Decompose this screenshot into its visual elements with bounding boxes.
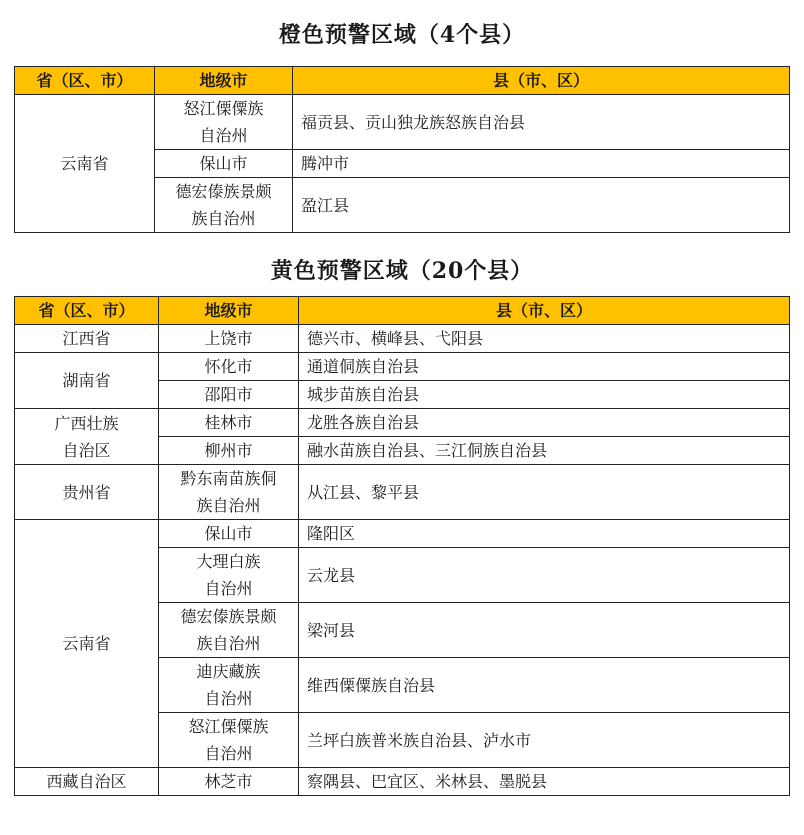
city-cell-line: 保山市	[204, 524, 253, 543]
province-cell	[15, 768, 159, 796]
city-cell	[155, 178, 293, 233]
county-cell: 盈江县	[293, 178, 790, 233]
province-cell	[15, 353, 159, 409]
city-cell-line: 怒江傈僳族	[183, 99, 264, 118]
table-row	[15, 768, 790, 796]
city-cell	[159, 325, 299, 353]
city-cell-line: 怀化市	[204, 357, 253, 376]
city-cell	[159, 520, 299, 548]
city-cell-line: 柳州市	[204, 441, 253, 460]
county-cell: 梁河县	[299, 603, 790, 658]
province-cell	[15, 465, 159, 520]
city-cell-line: 德宏傣族景颇	[180, 607, 277, 626]
county-cell: 隆阳区	[299, 520, 790, 548]
city-cell-line: 族自治州	[196, 496, 261, 515]
city-cell-line: 大理白族	[196, 552, 261, 571]
header-row	[15, 297, 790, 325]
city-cell-line: 迪庆藏族	[196, 662, 261, 681]
header-county: 县（市、区）	[299, 297, 790, 325]
table-row	[15, 465, 790, 520]
city-cell	[159, 465, 299, 520]
city-cell-line: 邵阳市	[204, 385, 253, 404]
county-cell: 察隅县、巴宜区、米林县、墨脱县	[299, 768, 790, 796]
city-cell-line: 自治州	[204, 689, 253, 708]
table-row	[15, 95, 790, 150]
county-cell: 兰坪白族普米族自治县、泸水市	[299, 713, 790, 768]
table-row	[15, 520, 790, 548]
city-cell	[155, 95, 293, 150]
city-cell	[159, 409, 299, 437]
city-cell	[159, 603, 299, 658]
province-cell	[15, 409, 159, 465]
city-cell	[159, 768, 299, 796]
city-cell-line: 怒江傈僳族	[188, 717, 269, 736]
province-cell-line: 云南省	[62, 634, 111, 653]
city-cell-line: 桂林市	[204, 413, 253, 432]
county-cell: 龙胜各族自治县	[299, 409, 790, 437]
city-cell-line: 自治州	[204, 744, 253, 763]
county-cell: 福贡县、贡山独龙族怒族自治县	[293, 95, 790, 150]
city-cell-line: 自治州	[199, 126, 248, 145]
county-cell: 城步苗族自治县	[299, 381, 790, 409]
county-cell: 云龙县	[299, 548, 790, 603]
city-cell	[159, 381, 299, 409]
city-cell-line: 族自治州	[196, 634, 261, 653]
header-city: 地级市	[159, 297, 299, 325]
county-cell: 从江县、黎平县	[299, 465, 790, 520]
county-cell: 融水苗族自治县、三江侗族自治县	[299, 437, 790, 465]
province-cell	[15, 325, 159, 353]
table-row	[15, 325, 790, 353]
city-cell	[159, 713, 299, 768]
header-province: 省（区、市）	[15, 67, 155, 95]
province-cell: 云南省	[15, 95, 155, 233]
orange-warning-table	[14, 66, 790, 233]
province-cell-line: 自治区	[62, 440, 111, 460]
city-cell	[159, 353, 299, 381]
header-county: 县（市、区）	[293, 67, 790, 95]
city-cell-line: 保山市	[199, 154, 248, 173]
city-cell	[155, 150, 293, 178]
orange-warning-title: 橙色预警区域（4个县）	[278, 22, 526, 48]
county-cell: 德兴市、横峰县、弋阳县	[299, 325, 790, 353]
table-row	[15, 409, 790, 437]
city-cell-line: 林芝市	[204, 772, 253, 791]
county-cell: 通道侗族自治县	[299, 353, 790, 381]
city-cell-line: 自治州	[204, 579, 253, 598]
city-cell-line: 黔东南苗族侗	[180, 469, 277, 488]
county-cell: 腾冲市	[293, 150, 790, 178]
header-row	[15, 67, 790, 95]
province-cell-line: 广西壮族	[54, 413, 119, 433]
province-cell-line: 江西省	[62, 329, 111, 348]
yellow-warning-table	[14, 296, 790, 796]
province-cell-line: 湖南省	[62, 371, 111, 390]
province-cell	[15, 520, 159, 768]
county-cell: 维西傈僳族自治县	[299, 658, 790, 713]
header-province: 省（区、市）	[15, 297, 159, 325]
city-cell-line: 上饶市	[204, 329, 253, 348]
header-city: 地级市	[155, 67, 293, 95]
table-row	[15, 353, 790, 381]
city-cell-line: 德宏傣族景颇	[175, 182, 272, 201]
city-cell	[159, 548, 299, 603]
city-cell-line: 族自治州	[191, 209, 256, 228]
city-cell	[159, 437, 299, 465]
province-cell-line: 贵州省	[62, 482, 111, 502]
city-cell	[159, 658, 299, 713]
yellow-warning-title: 黄色预警区域（20个县）	[270, 258, 534, 284]
province-cell-line: 西藏自治区	[46, 772, 127, 791]
